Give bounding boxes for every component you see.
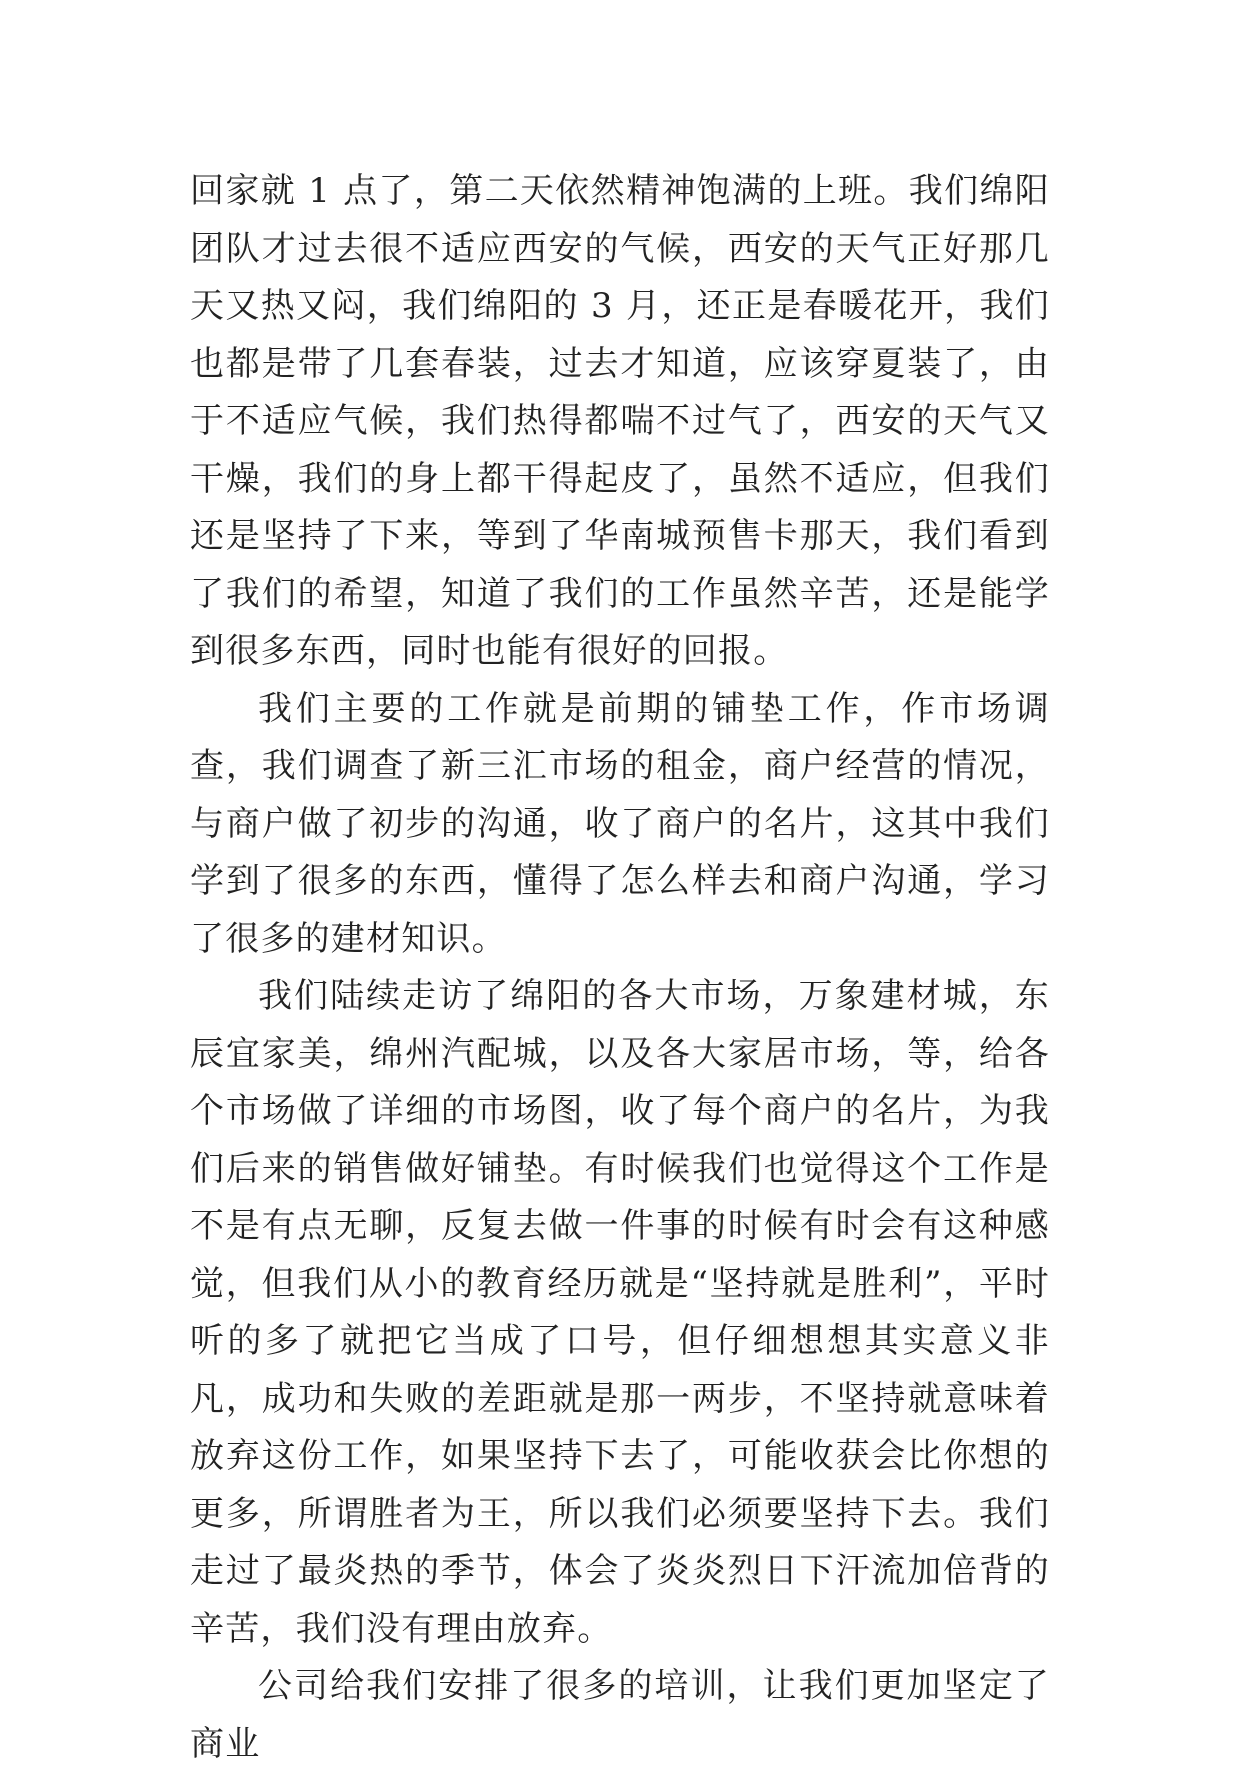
- paragraph-2: 我们主要的工作就是前期的铺垫工作，作市场调查，我们调查了新三汇市场的租金，商户经营的情况，与商户做了初步的沟通，收了商户的名片，这其中我们学到了很多的东西，懂得了怎么样去和商户沟通，学习了很多的建材知识。: [190, 688, 1050, 959]
- paragraph-3: 我们陆续走访了绵阳的各大市场，万象建材城，东辰宜家美，绵州汽配城，以及各大家居市场，等，给各个市场做了详细的市场图，收了每个商户的名片，为我们后来的销售做好铺垫。有时候我们也觉得这个工作是不是有点无聊，反复去做一件事的时候有时会有这种感觉，但我们从小的教育经历就是“坚持就是胜利”，平时听的多了就把它当成了口号，但仔细想想其实意义非凡，成功和失败的差距就是那一两步，不坚持就意味着放弃这份工作，如果坚持下去了，可能收获会比你想的更多，所谓胜者为王，所以我们必须要坚持下去。我们走过了最炎热的季节，体会了炎炎烈日下汗流加倍背的辛苦，我们没有理由放弃。: [190, 976, 1050, 1649]
- paragraph-4: 公司给我们安排了很多的培训，让我们更加坚定了商业: [190, 1666, 1050, 1764]
- document-body: [190, 163, 1050, 1773]
- paragraph-1: 回家就 1 点了，第二天依然精神饱满的上班。我们绵阳团队才过去很不适应西安的气候，西安的天气正好那几天又热又闷，我们绵阳的 3 月，还正是春暖花开，我们也都是带了几套春装，过去才知道，应该穿夏装了，由于不适应气候，我们热得都喘不过气了，西安的天气又干燥，我们的身上都干得起皮了，虽然不适应，但我们还是坚持了下来，等到了华南城预售卡那天，我们看到了我们的希望，知道了我们的工作虽然辛苦，还是能学到很多东西，同时也能有很好的回报。: [190, 171, 1050, 671]
